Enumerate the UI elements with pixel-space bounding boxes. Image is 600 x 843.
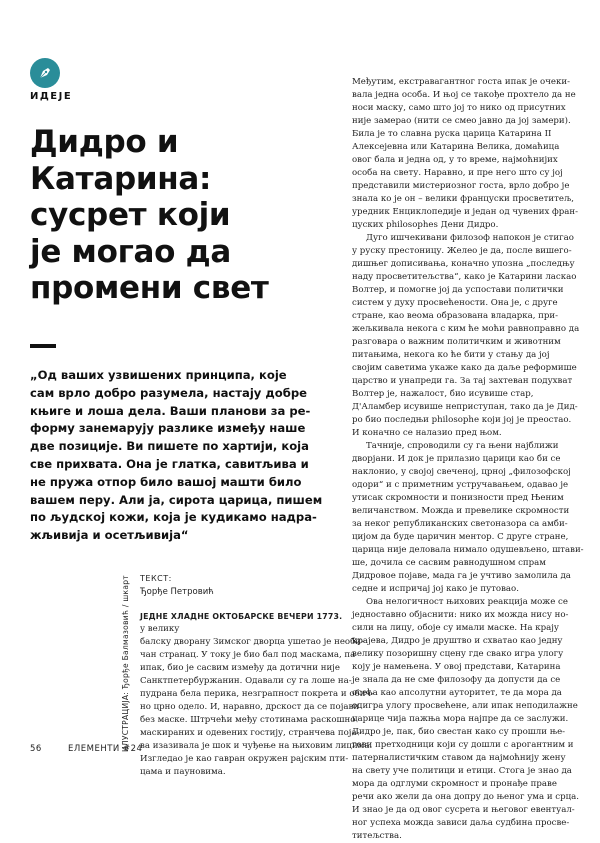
body-line: је знала да не сме филозофу да допусти да се: [352, 675, 561, 685]
body-line: царство и унапреди га. За тај захтеван подухват: [352, 376, 573, 386]
body-line: наду просветитељства“, како је Катарини ласкао: [352, 272, 577, 282]
illustration-credit: ИЛУСТРАЦИЈА: Ђорђе Балмазовић / шкарт: [121, 575, 130, 752]
body-line: вала једна особа. И њој се такође прохтело да не: [352, 90, 576, 100]
body-line: крајева, Дидро је друштво и схватао као једну: [352, 636, 563, 646]
body-line: седне и испричај јој како је путовао.: [352, 584, 519, 594]
body-line: мора да одглуми скромност и пронађе праве: [352, 779, 557, 789]
body-line: И знао је да од овог сусрета и његовог евентуал-: [352, 805, 575, 815]
body-line: разговара о важним политичким и животним: [352, 337, 561, 347]
body-line: Ова нелогичност њихових реакција може се: [366, 597, 568, 607]
body-line: ро био последњи philosophe који јој је преостао.: [352, 415, 572, 425]
body-line: утисак скромности и понизности пред Њеним: [352, 493, 564, 503]
body-line: није замерао (нити се смео јавно да јој замери).: [352, 116, 571, 126]
title-line: промени свет: [30, 270, 269, 306]
body-line: маскираних и одевених гостију, странчева поја-: [140, 728, 360, 738]
quote-line: „Од ваших узвишених принципа, које: [30, 368, 287, 382]
title-line: сусрет који: [30, 197, 231, 233]
quote-line: вашем перу. Али ја, сирота царица, пишем: [30, 492, 323, 507]
body-line: но црно одело. И, наравно, дрскост да се појави: [140, 702, 360, 712]
body-line: Међутим, екстравагантног госта ипак је очеки-: [352, 77, 570, 87]
body-line: питањима, некога ко ће бити у стању да јој: [352, 350, 550, 360]
quote-line: књиге и лоша дела. Ваши планови за ре-: [30, 403, 311, 418]
body-column-right: [352, 76, 584, 843]
body-line: пудрана бела перика, незграпност покрета и обич-: [140, 689, 375, 699]
body-line: осећа као апсолутни ауторитет, те да мора да: [352, 688, 562, 698]
body-line: речи ако жели да она допру до њеног ума и срца.: [352, 792, 579, 802]
page-number: 56: [30, 744, 42, 754]
title-line: Дидро и: [30, 124, 179, 160]
body-line: једноставно објаснити: нико их можда нису но-: [352, 610, 569, 620]
body-line: величанством. Можда и превелике скромности: [352, 506, 570, 516]
body-paragraph: [352, 232, 580, 440]
body-line: царице чија пажња мора најпре да се заслужи.: [352, 714, 569, 724]
magazine-issue: ЕЛЕМЕНТИ #24: [68, 744, 143, 754]
body-line: ше, дочила се сасвим равнодушном спрам: [352, 558, 546, 568]
body-paragraph: [352, 440, 584, 596]
body-line: цама и пауновима.: [140, 767, 226, 777]
body-line: ипак, био је сасвим између да дотични није: [140, 663, 340, 673]
lead-in-caps: ЈЕДНЕ ХЛАДНЕ ОКТОБАРСКЕ ВЕЧЕРИ 1773.: [140, 612, 343, 621]
body-line: Волтер је, нажалост, био исувише стар,: [352, 389, 534, 399]
body-line: Дидровое појаве, мада га је учтиво замолила да: [352, 571, 571, 581]
body-line: ва изазивала је шок и чуђење на њиховим лицима.: [140, 741, 373, 751]
body-line: Била је то славна руска царица Катарина II: [352, 129, 552, 139]
body-line: представили мистериозног госта, врло добро је: [352, 181, 570, 191]
title-line: Катарина:: [30, 160, 212, 197]
body-line: Волтер, и помогне јој да успостави политички: [352, 285, 564, 295]
body-line: без маске. Штрчећи међу стотинама раскошно: [140, 715, 356, 725]
body-line: одори“ и с приметним устручавањем, одавао је: [352, 480, 569, 490]
body-line: наклонио, у својој свеченој, црној „филозофској: [352, 467, 571, 477]
body-line: цуских philosophes Дени Дидро.: [352, 220, 499, 230]
body-line: ног успеха можда зависи даља судбина просве-: [352, 818, 570, 828]
lead-in-rest: у велику: [140, 624, 180, 634]
body-line-lead: [140, 610, 343, 636]
body-line: Дидро је, пак, био свестан како су прошли ње-: [352, 727, 566, 737]
body-line: чан странац. У току је био бал под маскама, па: [140, 650, 356, 660]
body-line: дишњег дописивања, коначно упозна „последњу: [352, 259, 575, 269]
title-divider: [30, 344, 56, 348]
body-line: својим саветима укаже како да даље реформише: [352, 363, 577, 373]
quote-line: жљивија и осетљивија“: [30, 528, 189, 543]
fountain-pen-nib-icon: [30, 58, 60, 88]
body-line: овог бала и једна од, у то време, најмоћнијих: [352, 155, 558, 165]
body-line: уредник Енциклопедије и један од чувених фран-: [352, 207, 579, 217]
section-label: ИДЕЈЕ: [30, 91, 73, 102]
body-line: титељства.: [352, 831, 402, 841]
body-line: носи маску, само што јој то нико од присутних: [352, 103, 566, 113]
body-line: одигра улогу просвећене, али ипак неподилажне: [352, 701, 578, 711]
quote-line: сам врло добро разумела, настају добре: [30, 385, 307, 400]
body-line: гови претходници који су дошли с арогантним и: [352, 740, 574, 750]
body-line: царица није деловала нимало одушевљено, штави-: [352, 545, 584, 555]
body-line: знала ко је он – велики француски просветитељ,: [352, 194, 574, 204]
body-line: Алексејевна или Катарина Велика, домаћица: [352, 142, 560, 152]
body-line: коју је намењена. У овој представи, Катарина: [352, 662, 561, 672]
body-column-left: [140, 610, 375, 779]
body-line: сили на лицу, обоје су имали маске. На крају: [352, 623, 559, 633]
quote-line: не пружа отпор било вашој машти било: [30, 474, 302, 489]
body-line: Санктпетербуржанин. Одавали су га лоше на-: [140, 676, 352, 686]
pull-quote: [30, 367, 330, 545]
body-paragraph: [352, 76, 579, 232]
body-line: Тачније, спроводили су га њени најближи: [366, 441, 559, 451]
body-line: И коначно се налазио пред њом.: [352, 428, 502, 438]
body-line: жељкивала некога с ким ће моћи равноправно да: [352, 324, 580, 334]
body-line: Д'Аламбер исувише неприступан, тако да је Дид-: [352, 402, 578, 412]
author-name: Ђорђе Петровић: [140, 587, 214, 597]
body-paragraph: [352, 596, 579, 843]
quote-line: све прихвата. Она је глатка, савитљива и: [30, 456, 309, 471]
body-line: стране, као веома образована владарка, при-: [352, 311, 559, 321]
body-line: особа на свету. Наравно, и пре него што су јој: [352, 168, 563, 178]
quote-line: по људској кожи, која је кудикамо надра-: [30, 510, 317, 525]
title-line: је могао да: [30, 233, 231, 270]
author-credit-label: ТЕКСТ:: [140, 574, 172, 583]
quote-line: две позиције. Ви пишете по хартији, која: [30, 439, 309, 454]
body-line: у руску престоницу. Желео је да, после вишего-: [352, 246, 572, 256]
body-line: патерналистичким ставом да најмоћнију жену: [352, 753, 566, 763]
body-line: цијом да буде царичин ментор. С друге стране,: [352, 532, 569, 542]
body-line: дворјани. И док је прилазио царици као би се: [352, 454, 561, 464]
body-line: на свету уче политици и етици. Стога је знао да: [352, 766, 572, 776]
article-title: [30, 124, 330, 307]
body-line: систем у духу просвећености. Она је, с друге: [352, 298, 558, 308]
body-line: Дуго ишчекивани филозоф напокон је стигао: [366, 233, 574, 243]
quote-line: форму занемарују разлике између наше: [30, 421, 306, 436]
body-line: Изгледао је као гавран окружен рајским пти-: [140, 754, 349, 764]
body-line: балску дворану Зимског дворца ушетао је необи-: [140, 637, 364, 647]
body-line: за неког републиканских светоназора са амби-: [352, 519, 568, 529]
body-line: велику позоришну сцену где свако игра улогу: [352, 649, 564, 659]
